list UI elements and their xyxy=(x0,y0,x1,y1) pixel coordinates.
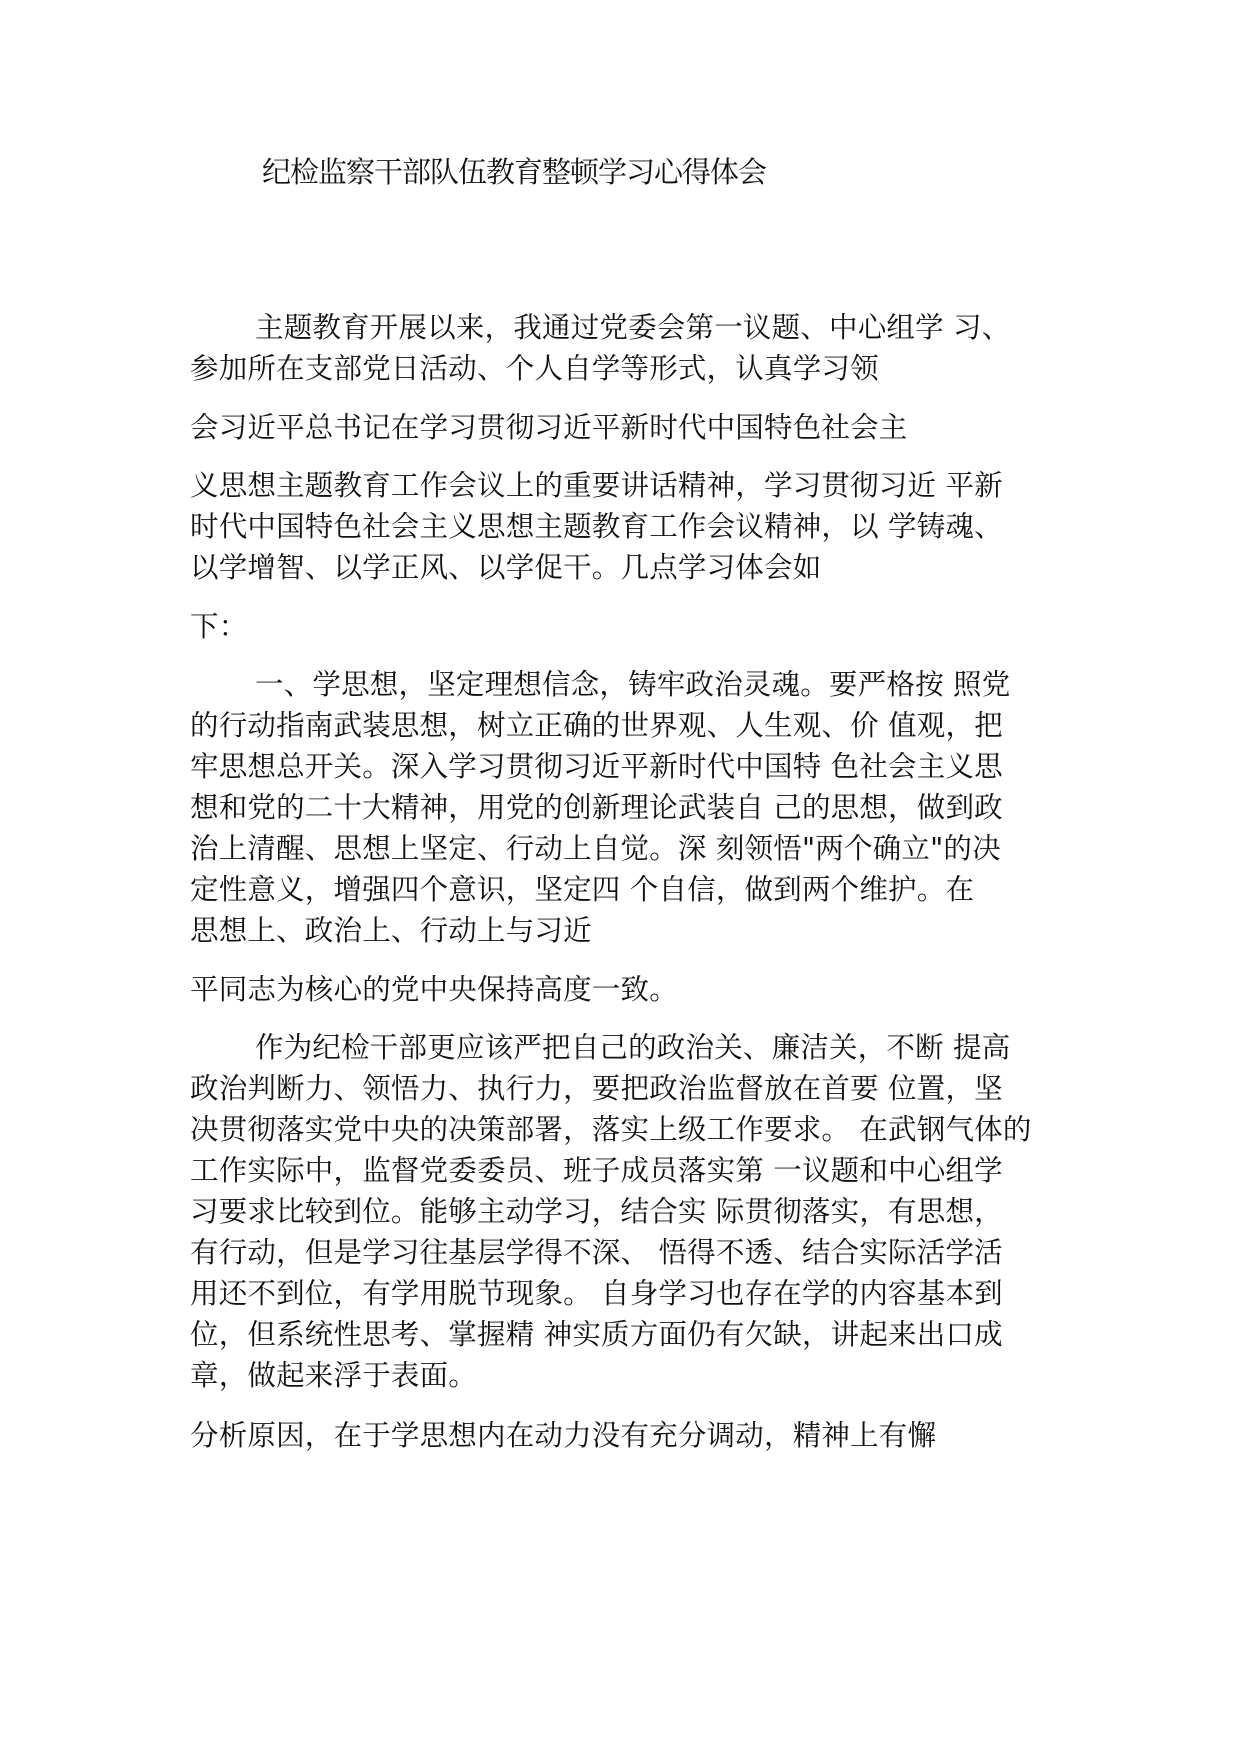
paragraph-line: 分析原因，在于学思想内在动力没有充分调动，精神上有懈 xyxy=(190,1419,937,1452)
paragraph-line: 主题教育开展以来，我通过党委会第一议题、中心组学 习、 xyxy=(255,311,1011,344)
paragraph-line: 用还不到位，有学用脱节现象。 自身学习也存在学的内容基本到 xyxy=(190,1277,1003,1310)
paragraph-line: 牢思想总开关。深入学习贯彻习近平新时代中国特 色社会主义思 xyxy=(190,750,1003,783)
paragraph-line: 以学增智、以学正风、以学促干。几点学习体会如 xyxy=(190,551,822,584)
paragraph-line: 思想上、政治上、行动上与习近 xyxy=(190,914,592,947)
paragraph-line: 时代中国特色社会主义思想主题教育工作会议精神，以 学铸魂、 xyxy=(190,510,1003,543)
paragraph-line: 义思想主题教育工作会议上的重要讲话精神，学习贯彻习近 平新 xyxy=(190,469,1003,502)
paragraph-line: 有行动，但是学习往基层学得不深、 悟得不透、结合实际活学活 xyxy=(190,1236,1003,1269)
paragraph-line: 政治判断力、领悟力、执行力，要把政治监督放在首要 位置，坚 xyxy=(190,1072,1003,1105)
paragraph-line: 决贯彻落实党中央的决策部署，落实上级工作要求。 在武钢气体的 xyxy=(190,1113,1032,1146)
paragraph-line: 参加所在支部党日活动、个人自学等形式，认真学习领 xyxy=(190,352,879,385)
paragraph-line: 工作实际中，监督党委委员、班子成员落实第 一议题和中心组学 xyxy=(190,1154,1003,1187)
paragraph-line: 定性意义，增强四个意识，坚定四 个自信，做到两个维护。在 xyxy=(190,873,975,906)
paragraph-line: 治上清醒、思想上坚定、行动上自觉。深 刻领悟"两个确立"的决 xyxy=(190,832,1001,865)
paragraph-line: 的行动指南武装思想，树立正确的世界观、人生观、价 值观，把 xyxy=(190,709,1003,742)
paragraph-line: 想和党的二十大精神，用党的创新理论武装自 己的思想，做到政 xyxy=(190,791,1003,824)
paragraph-line: 作为纪检干部更应该严把自己的政治关、廉洁关，不断 提高 xyxy=(255,1031,1011,1064)
paragraph-line: 位，但系统性思考、掌握精 神实质方面仍有欠缺，讲起来出口成 xyxy=(190,1318,1003,1351)
paragraph-line: 一、学思想，坚定理想信念，铸牢政治灵魂。要严格按 照党 xyxy=(255,668,1011,701)
paragraph-line: 下： xyxy=(190,610,248,643)
paragraph-line: 会习近平总书记在学习贯彻习近平新时代中国特色社会主 xyxy=(190,411,908,444)
paragraph-line: 章，做起来浮于表面。 xyxy=(190,1359,478,1392)
document-title: 纪检监察干部队伍教育整顿学习心得体会 xyxy=(262,155,767,189)
paragraph-line: 平同志为核心的党中央保持高度一致。 xyxy=(190,973,678,1006)
paragraph-line: 习要求比较到位。能够主动学习，结合实 际贯彻落实，有思想， xyxy=(190,1195,1003,1228)
